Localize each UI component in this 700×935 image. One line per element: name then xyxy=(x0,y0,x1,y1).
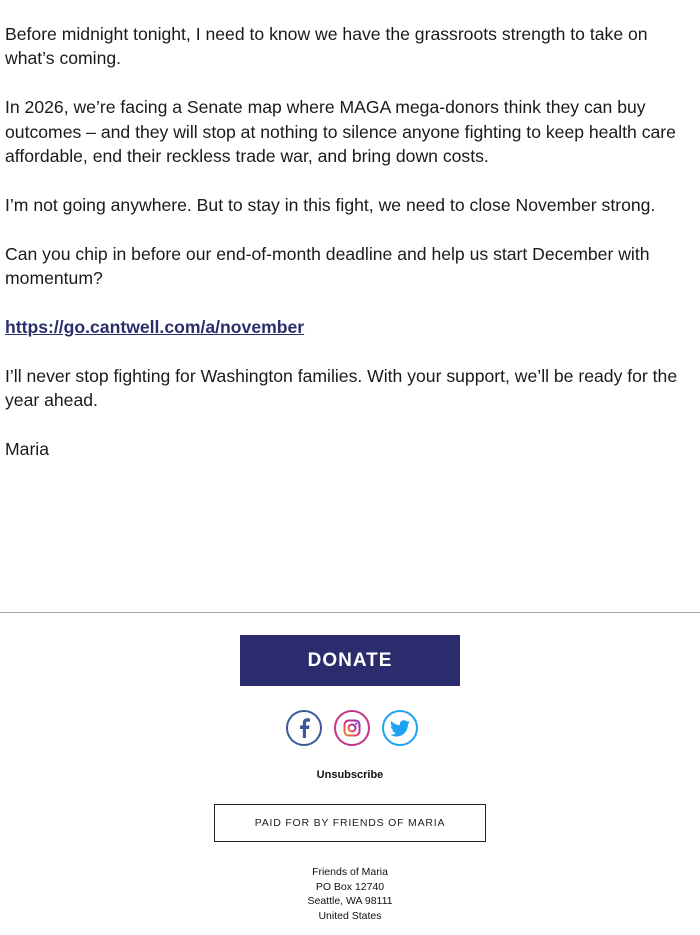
link-paragraph xyxy=(5,315,694,339)
twitter-icon[interactable] xyxy=(382,710,418,746)
facebook-icon[interactable] xyxy=(286,710,322,746)
paragraph-closing: I’ll never stop fighting for Washington families. With your support, we’ll be ready for the year ahead. xyxy=(5,365,678,411)
paragraph-senate-map: In 2026, we’re facing a Senate map where MAGA mega-donors think they can buy outcomes – and they will stop at nothing to silence anyone fighting to keep health care affordable, end their reckless trade war, and bring down costs. xyxy=(5,97,676,167)
address-name: Friends of Maria xyxy=(312,866,388,878)
address-city: Seattle, WA 98111 xyxy=(307,895,393,907)
paragraph-not-going-anywhere: I’m not going anywhere. But to stay in this fight, we need to close November strong. xyxy=(5,194,656,215)
paragraph-chip-in: Can you chip in before our end-of-month deadline and help us start December with momentum? xyxy=(5,243,650,289)
address-line1: PO Box 12740 xyxy=(315,880,385,893)
address-country: United States xyxy=(318,909,382,922)
donation-link[interactable]: https://go.cantwell.com/a/november xyxy=(5,316,305,337)
email-body xyxy=(0,0,700,461)
donate-button[interactable]: DONATE xyxy=(240,635,460,686)
paragraph-intro: Before midnight tonight, I need to know we have the grassroots strength to take on what’s coming. xyxy=(5,24,648,69)
social-links xyxy=(286,710,426,750)
mailing-address xyxy=(0,865,700,923)
paid-for-disclaimer: PAID FOR BY FRIENDS OF MARIA xyxy=(214,804,486,842)
unsubscribe-link[interactable]: Unsubscribe xyxy=(316,769,384,781)
footer-divider xyxy=(0,612,700,613)
instagram-icon[interactable] xyxy=(334,710,370,746)
signature: Maria xyxy=(5,438,49,459)
